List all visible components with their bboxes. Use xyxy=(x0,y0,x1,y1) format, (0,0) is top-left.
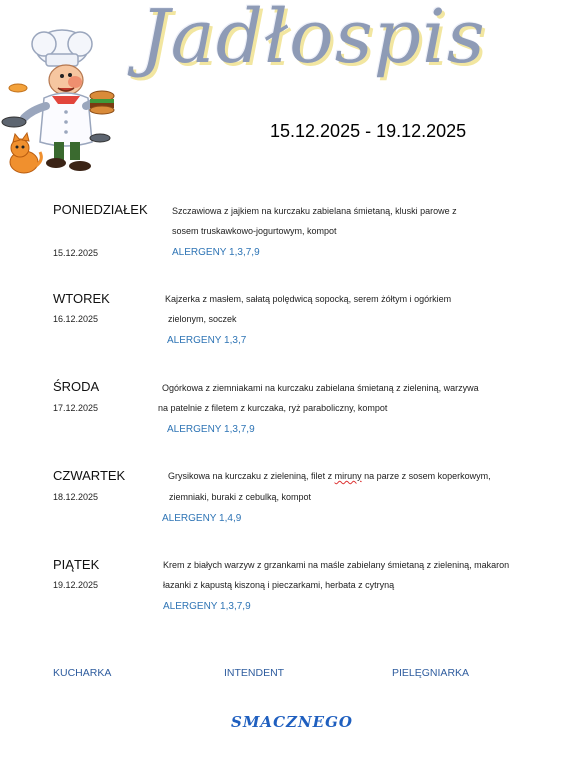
day-name-thursday: CZWARTEK xyxy=(53,468,126,483)
meal-line-wednesday-1: Ogórkowa z ziemniakami na kurczaku zabielana śmietaną z zieleniną, warzywa xyxy=(162,383,479,393)
closing-greeting: SMACZNEGO xyxy=(231,713,353,731)
date-wednesday: 17.12.2025 xyxy=(53,403,99,413)
meal-line-thursday-1c: na parze z sosem koperkowym, xyxy=(361,471,491,481)
allergens-tuesday: ALERGENY 1,3,7 xyxy=(167,335,247,346)
allergens-friday: ALERGENY 1,3,7,9 xyxy=(163,601,251,612)
signature-steward: INTENDENT xyxy=(224,667,285,679)
week-date-range: 15.12.2025 - 19.12.2025 xyxy=(270,121,467,141)
allergens-monday: ALERGENY 1,3,7,9 xyxy=(172,247,260,258)
meal-line-friday-1: Krem z białych warzyw z grzankami na maśle zabielany śmietaną z zieleniną, makaron xyxy=(163,560,510,570)
day-name-monday: PONIEDZIAŁEK xyxy=(53,202,148,217)
date-friday: 19.12.2025 xyxy=(53,580,99,590)
meal-line-monday-2: sosem truskawkowo-jogurtowym, kompot xyxy=(172,226,337,236)
day-name-tuesday: WTOREK xyxy=(53,291,110,306)
menu-title: Jadłospis xyxy=(140,0,486,80)
meal-line-tuesday-1: Kajzerka z masłem, sałatą polędwicą sopocką, serem żółtym i ogórkiem xyxy=(165,294,452,304)
date-monday: 15.12.2025 xyxy=(53,248,99,258)
meal-line-friday-2: łazanki z kapustą kiszoną i pieczarkami, herbata z cytryną xyxy=(163,580,395,590)
signature-cook: KUCHARKA xyxy=(53,667,112,679)
allergens-wednesday: ALERGENY 1,3,7,9 xyxy=(167,424,255,435)
meal-line-thursday-1a: Grysikowa na kurczaku z zieleniną, filet z xyxy=(168,471,335,481)
meal-line-wednesday-2: na patelnie z filetem z kurczaka, ryż paraboliczny, kompot xyxy=(158,403,388,413)
date-thursday: 18.12.2025 xyxy=(53,492,99,502)
chef-cartoon-icon xyxy=(0,10,125,180)
meal-line-monday-1: Szczawiowa z jajkiem na kurczaku zabielana śmietaną, kluski parowe z xyxy=(172,206,457,216)
allergens-thursday: ALERGENY 1,4,9 xyxy=(162,513,242,524)
spellcheck-word: miruny xyxy=(334,471,362,481)
signature-nurse: PIELĘGNIARKA xyxy=(392,667,470,679)
meal-line-tuesday-2: zielonym, soczek xyxy=(168,314,237,324)
meal-line-thursday-2: ziemniaki, buraki z cebulką, kompot xyxy=(169,492,312,502)
day-name-wednesday: ŚRODA xyxy=(53,379,100,394)
day-name-friday: PIĄTEK xyxy=(53,557,100,572)
meal-line-thursday-1 xyxy=(168,471,491,481)
date-tuesday: 16.12.2025 xyxy=(53,314,99,324)
